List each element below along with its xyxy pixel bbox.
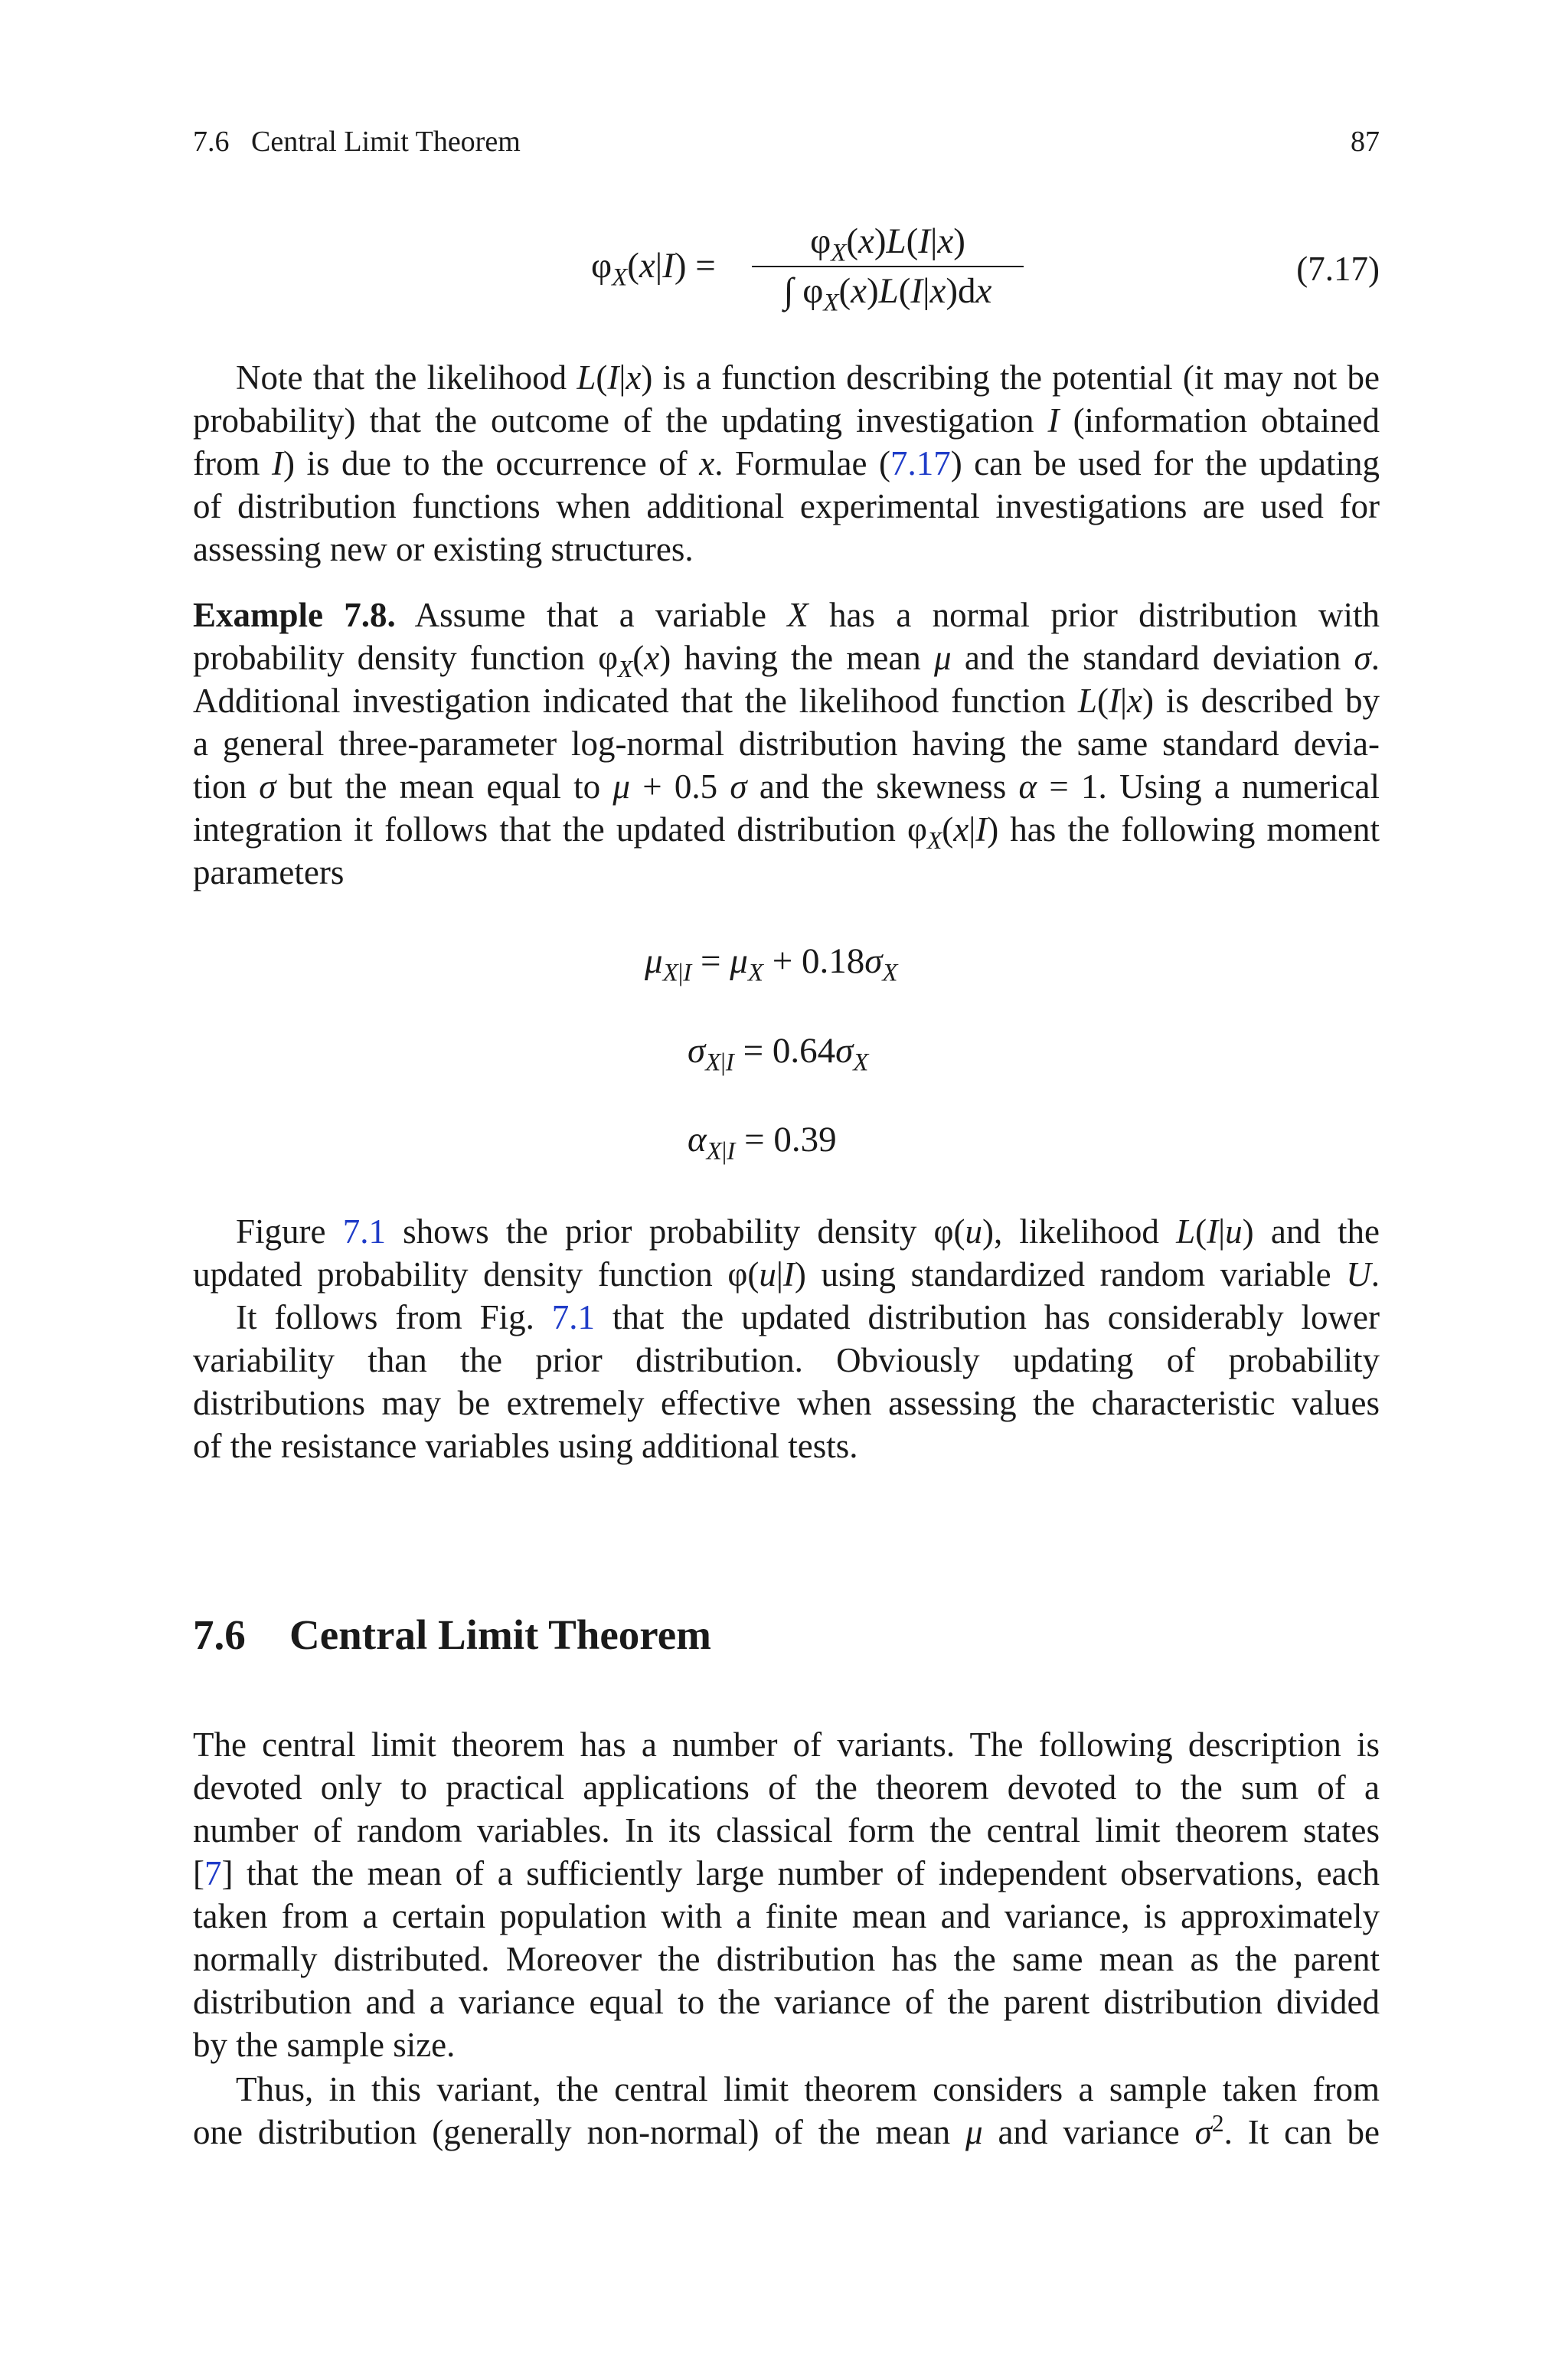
clt-paragraph <box>193 1723 1380 2066</box>
paragraph-line: integration it follows that the updated distribution $\varphi_X(x|I)$ has the following moment <box>193 810 1380 854</box>
moment-mean: $\mu_{X|I} = \mu_X + 0.18\sigma_X$ <box>645 941 898 987</box>
paragraph-line: The central limit theorem has a number of variants. The following description is <box>193 1725 1380 1764</box>
example-label: Example 7.8. <box>193 596 396 634</box>
section-number: 7.6 <box>193 1611 246 1658</box>
paragraph-line: from I) is due to the occurrence of x. Formulae (7.17) can be used for the updating <box>193 444 1380 482</box>
moment-skewness: $\alpha_{X|I} = 0.39$ <box>688 1120 837 1166</box>
paragraph-line: one distribution (generally non-normal) of the mean μ and variance $\sigma^2$. It can be <box>193 2110 1380 2151</box>
paragraph-line: probability density function $\varphi_X(x)$ having the mean μ and the standard deviation σ. <box>193 639 1380 682</box>
paragraph-line: a general three-parameter log-normal distribution having the same standard devia- <box>193 725 1380 763</box>
paragraph-line: by the sample size. <box>193 2026 456 2064</box>
thus-paragraph <box>193 2068 1380 2154</box>
paragraph-line: Note that the likelihood L(I|x) is a function describing the potential (it may not be <box>236 358 1380 397</box>
paragraph-line: updated probability density function φ(u|I) using standardized random variable U. <box>193 1255 1380 1294</box>
paragraph-line: tion σ but the mean equal to μ + 0.5 σ and the skewness α = 1. Using a numerical <box>193 767 1380 806</box>
paragraph-line: probability) that the outcome of the updating investigation I (information obtained <box>193 401 1380 440</box>
paragraph-line: of the resistance variables using additional tests. <box>193 1427 858 1465</box>
figure-paragraph <box>193 1210 1380 1296</box>
equation-lhs: $\varphi_X(x|I)$ = <box>591 246 716 292</box>
example-7-8 <box>193 594 1380 894</box>
paragraph-line: devoted only to practical applications of the theorem devoted to the sum of a <box>193 1768 1380 1807</box>
equation-number: (7.17) <box>1296 250 1380 288</box>
paragraph-line: Thus, in this variant, the central limit theorem considers a sample taken from <box>236 2070 1380 2108</box>
equation-fraction <box>752 218 1024 315</box>
paragraph-line: It follows from Fig. 7.1 that the updated distribution has considerably lower <box>236 1298 1380 1336</box>
note-paragraph <box>193 356 1380 571</box>
moment-std: $\sigma_{X|I} = 0.64\sigma_X$ <box>688 1031 869 1077</box>
figure-link-7-1[interactable]: 7.1 <box>551 1298 596 1336</box>
equation-denominator: ∫ $\varphi_X(x)L(I|x)dx$ <box>783 271 992 317</box>
running-head <box>193 123 1380 161</box>
follows-paragraph <box>193 1296 1380 1467</box>
paragraph-line: taken from a certain population with a finite mean and variance, is approximately <box>193 1897 1380 1935</box>
paragraph-line: Additional investigation indicated that the likelihood function L(I|x) is described by <box>193 682 1380 720</box>
paragraph-line: distribution and a variance equal to the variance of the parent distribution divided <box>193 1983 1380 2021</box>
paragraph-line: Example 7.8. Assume that a variable X has a normal prior distribution with <box>193 596 1380 634</box>
equation-7-17 <box>193 218 1380 318</box>
paragraph-line: of distribution functions when additional experimental investigations are used for <box>193 487 1380 525</box>
section-heading <box>193 1608 711 1662</box>
page-number: 87 <box>1351 126 1380 158</box>
paragraph-line: number of random variables. In its classical form the central limit theorem states <box>193 1811 1380 1850</box>
paragraph-line: distributions may be extremely effective when assessing the characteristic values <box>193 1384 1380 1422</box>
figure-link-7-1[interactable]: 7.1 <box>342 1212 386 1251</box>
equation-link-7-17[interactable]: 7.17 <box>890 444 951 482</box>
paragraph-line: normally distributed. Moreover the distribution has the same mean as the parent <box>193 1940 1380 1978</box>
paragraph-line: parameters <box>193 853 345 891</box>
paragraph-line: Figure 7.1 shows the prior probability density φ(u), likelihood L(I|u) and the <box>236 1212 1380 1251</box>
paragraph-line: assessing new or existing structures. <box>193 530 694 568</box>
running-head-section: 7.6 Central Limit Theorem <box>193 126 521 158</box>
citation-link-7[interactable]: 7 <box>204 1854 222 1892</box>
paragraph-line: [7] that the mean of a sufficiently large number of independent observations, each <box>193 1854 1380 1892</box>
paragraph-line: variability than the prior distribution. Obviously updating of probability <box>193 1341 1380 1379</box>
equation-numerator: $\varphi_X(x)L(I|x)$ <box>810 221 965 267</box>
section-title: Central Limit Theorem <box>289 1611 711 1658</box>
